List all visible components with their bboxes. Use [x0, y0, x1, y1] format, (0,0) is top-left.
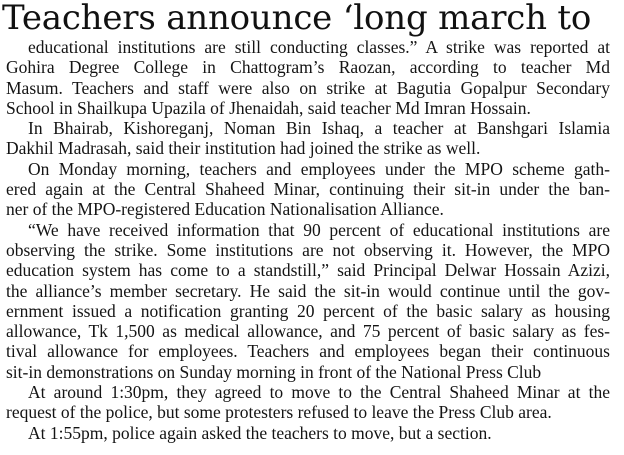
body-line: On Monday morning, teachers and employees under the MPO scheme gath-: [28, 158, 610, 179]
body-line: ernment issued a notification granting 20 percent of the basic salary as housing: [6, 300, 610, 321]
body-line: request of the police, but some protesters refused to leave the Press Club area.: [6, 402, 552, 423]
paragraph-1: [6, 37, 610, 118]
paragraph-4: [6, 219, 610, 382]
body-line: Dakhil Madrasah, said their institution had joined the strike as well.: [6, 138, 481, 159]
body-line: School in Shailkupa Upazila of Jhenaidah, said teacher Md Imran Hossain.: [6, 97, 531, 118]
paragraph-6: [28, 423, 610, 443]
body-line: allowance, Tk 1,500 as medical allowance, and 75 percent of basic salary as fes-: [6, 321, 610, 342]
body-line: sit-in demonstrations on Sunday morning in front of the National Press Club: [6, 361, 542, 382]
body-line: observing the strike. Some institutions are not observing it. However, the MPO: [6, 239, 610, 260]
paragraph-5: [6, 382, 610, 423]
body-line: educational institutions are still conducting classes.” A strike was reported at: [28, 37, 610, 57]
body-line: Masum. Teachers and staff were also on strike at Bagutia Gopalpur Secondary: [6, 77, 610, 98]
body-line: tival allowance for employees. Teachers and employees began their continuous: [6, 341, 610, 362]
body-line: At around 1:30pm, they agreed to move to the Central Shaheed Minar at the: [28, 382, 610, 403]
body-line: the alliance’s member secretary. He said the sit-in would continue until the gov-: [6, 280, 610, 301]
body-line: At 1:55pm, police again asked the teachers to move, but a section.: [28, 422, 492, 443]
body-line: education system has come to a standstill,” said Principal Delwar Hossain Azizi,: [6, 260, 610, 281]
article-body: [6, 37, 610, 443]
paragraph-2: [6, 118, 610, 159]
body-line: Gohira Degree College in Chattogram’s Raozan, according to teacher Md: [6, 57, 610, 78]
headline: Teachers announce ‘long march to: [2, 0, 592, 38]
paragraph-3: [6, 158, 610, 220]
body-line: ered again at the Central Shaheed Minar, continuing their sit-in under the ban-: [6, 179, 610, 200]
body-line: ner of the MPO-registered Education Nationalisation Alliance.: [6, 199, 444, 220]
body-line: “We have received information that 90 percent of educational institutions are: [28, 219, 610, 240]
body-line: In Bhairab, Kishoreganj, Noman Bin Ishaq, a teacher at Banshgari Islamia: [28, 118, 610, 139]
